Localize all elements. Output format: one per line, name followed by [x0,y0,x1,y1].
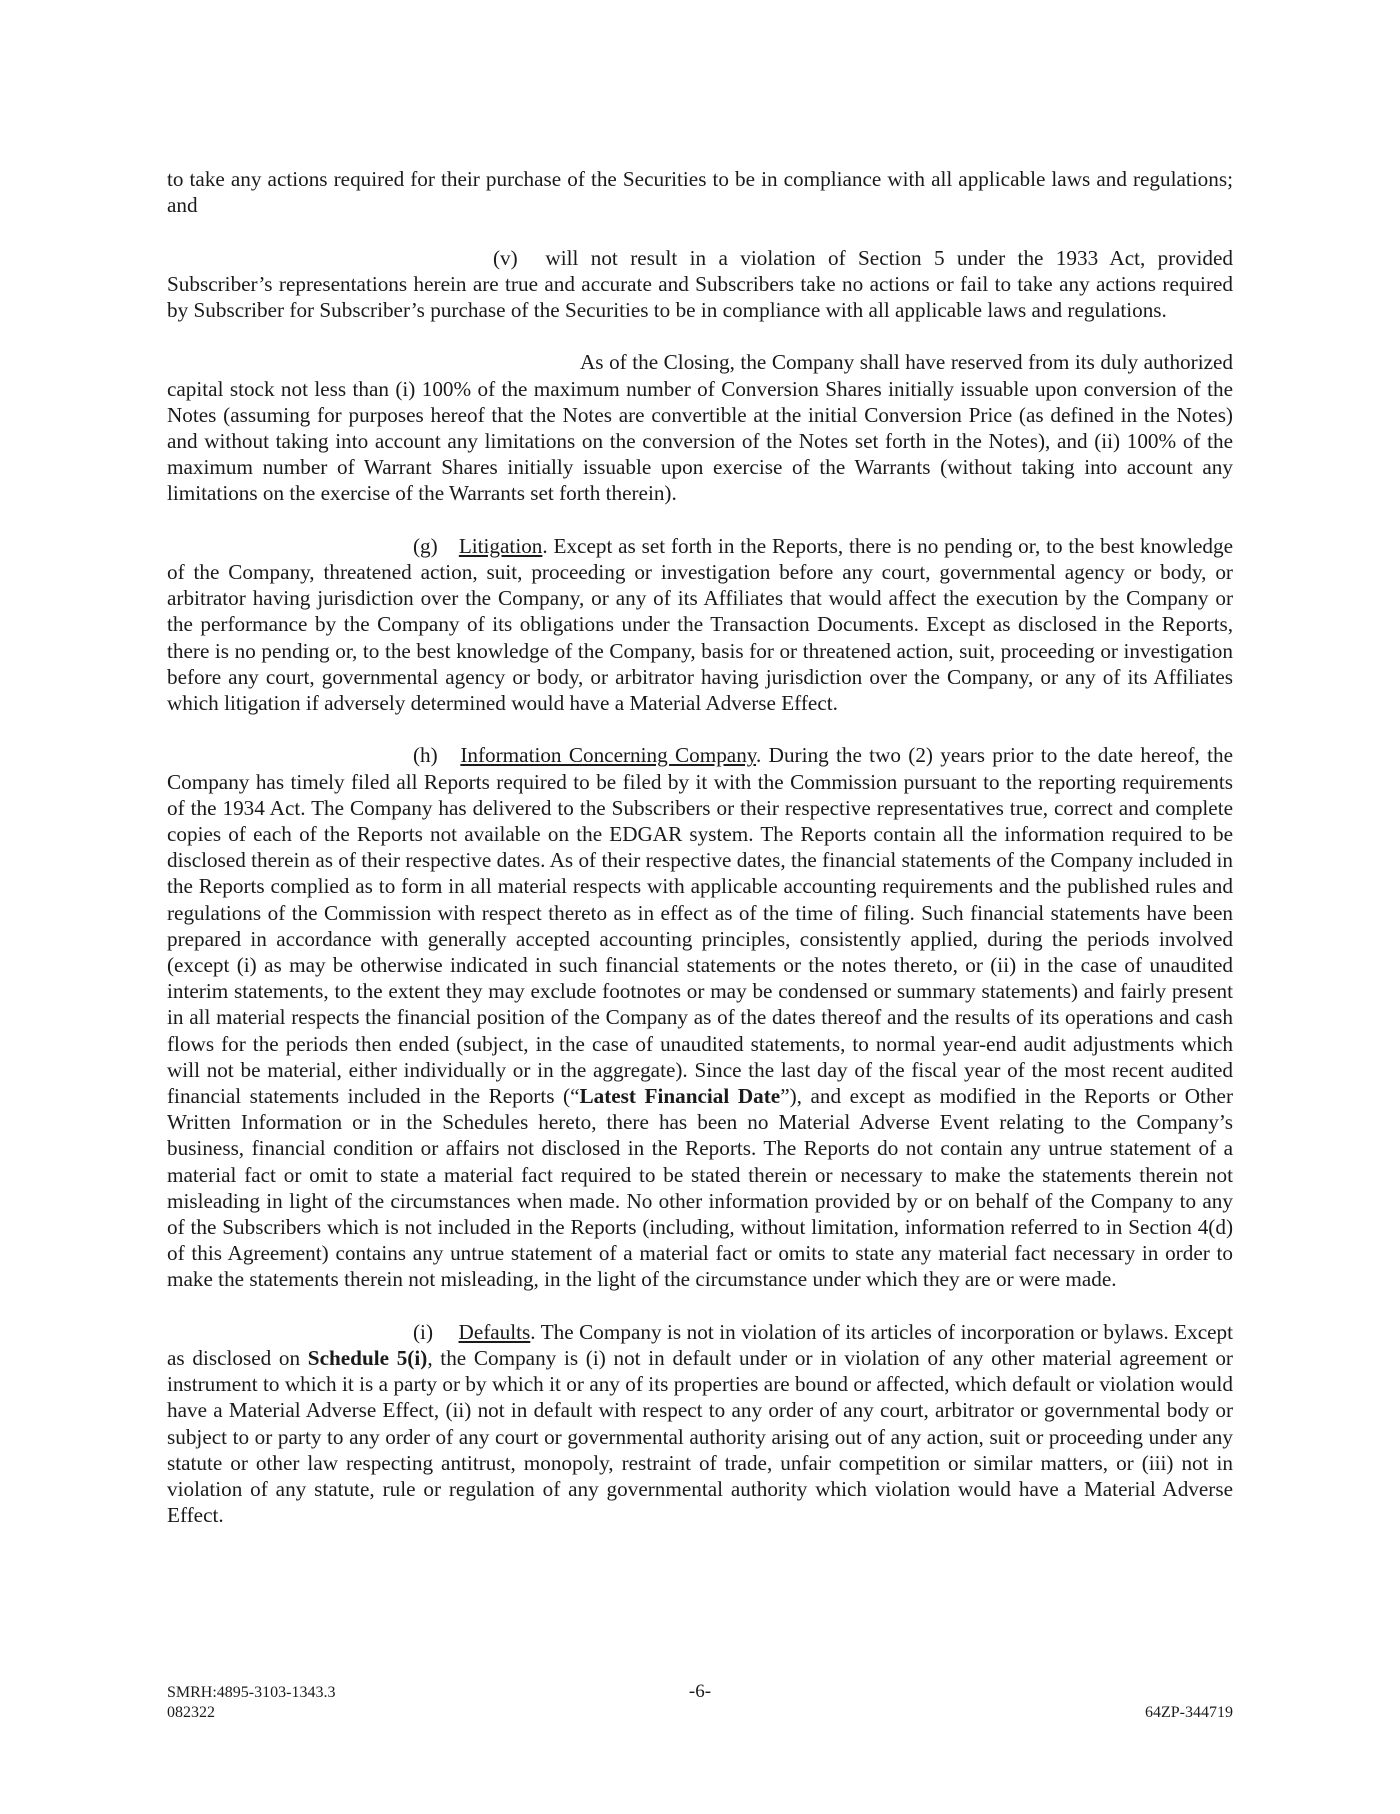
page-number: -6- [688,1681,712,1702]
paragraph-v [167,245,1233,324]
paragraph-text: . The Company is not in violation of its articles of incorporation or bylaws. Except as disclosed on [167,1319,1234,1371]
paragraph-text: . During the two (2) years prior to the date hereof, the Company has timely filed all Reports required to be filed by it with the Commission pursuant to the reporting requirements of the 1934 Act. The Company has delivered to the Subscribers or their respective representatives true, correct and complete copies of each of the Reports not available on the EDGAR system. The Reports contain all the information required to be disclosed therein as of their respective dates. As of their respective dates, the financial statements of the Company included in the Reports complied as to form in all material respects with applicable accounting requirements and the published rules and regulations of the Commission with respect thereto as in effect as of the time of filing. Such financial statements have been prepared in accordance with generally accepted accounting principles, consistently applied, during the periods involved (except (i) as may be otherwise indicated in such financial statements or the notes thereto, or (ii) in the case of unaudited interim statements, to the extent they may exclude footnotes or may be condensed or summary statements) and fairly present in all material respects the financial position of the Company as of the dates thereof and the results of its operations and cash flows for the periods then ended (subject, in the case of unaudited statements, to normal year-end audit adjustments which will not be material, either individually or in the aggregate). Since the last day of the fiscal year of the most recent audited financial statements included in the Reports (“ [167,743,1234,1109]
paragraph-text: , the Company is (i) not in default under or in violation of any other material agreement or instrument to which it is a party or by which it or any of its properties are bound or affected, which default or violation would have a Material Adverse Effect, (ii) not in default with respect to any order of any court, arbitrator or governmental body or subject to or party to any order of any court or governmental authority arising out of any action, suit or proceeding under any statute or other law respecting antitrust, monopoly, restraint of trade, unfair competition or similar matters, or (iii) not in violation of any statute, rule or regulation of any governmental authority which violation would have a Material Adverse Effect. [167,1346,1233,1528]
paragraph-text: will not result in a violation of Section 5 under the 1933 Act, provided Subscriber’s representations herein are true and accurate and Subscribers take no actions or fail to take any actions required by Subscriber for Subscriber’s purchase of the Securities to be in compliance with all applicable laws and regulations. [167,245,1233,322]
clause-label: (g) [413,533,438,558]
section-heading: Defaults [458,1319,531,1344]
section-heading: Litigation [458,533,543,558]
defined-term: Latest Financial Date [579,1084,781,1109]
paragraph-continuation [167,166,1233,218]
page-footer [167,1683,1233,1733]
clause-label: (i) [413,1319,433,1344]
clause-label: (h) [413,743,438,768]
paragraph-text: . Except as set forth in the Reports, there is no pending or, to the best knowledge of the Company, threatened action, suit, proceeding or investigation before any court, governmental agency or body, or arbitrator having jurisdiction over the Company, or any of its Affiliates that would affect the execution by the Company or the performance by the Company of its obligations under the Transaction Documents. Except as disclosed in the Reports, there is no pending or, to the best knowledge of the Company, basis for or threatened action, suit, proceeding or investigation before any court, governmental agency or body, or arbitrator having jurisdiction over the Company, or any of its Affiliates which litigation if adversely determined would have a Material Adverse Effect. [167,533,1234,716]
paragraph-text: to take any actions required for their purchase of the Securities to be in compliance with all applicable laws and regulations; and [167,167,1233,218]
paragraph-g-litigation [167,533,1233,716]
footer-right-code: 64ZP-344719 [1145,1704,1233,1721]
footer-doc-id-line2: 082322 [167,1704,215,1721]
paragraph-reserved-shares [167,349,1233,506]
footer-doc-id-line1: SMRH:4895-3103-1343.3 [167,1684,336,1701]
clause-label: (v) [493,245,518,270]
section-heading: Information Concerning Company [460,743,757,768]
paragraph-text: ”), and except as modified in the Reports or Other Written Information or in the Schedules hereto, there has been no Material Adverse Event relating to the Company’s business, financial condition or affairs not disclosed in the Reports. The Reports do not contain any untrue statement of a material fact or omit to state a material fact required to be stated therein or necessary to make the statements therein not misleading in light of the circumstances when made. No other information provided by or on behalf of the Company to any of the Subscribers which is not included in the Reports (including, without limitation, information referred to in Section 4(d) of this Agreement) contains any untrue statement of a material fact or omits to state any material fact necessary in order to make the statements therein not misleading, in the light of the circumstance under which they are or were made. [167,1084,1233,1292]
paragraph-h-information [167,742,1233,1292]
schedule-reference: Schedule 5(i) [307,1346,428,1371]
document-body [167,166,1233,1528]
paragraph-text: As of the Closing, the Company shall have reserved from its duly authorized capital stock not less than (i) 100% of the maximum number of Conversion Shares initially issuable upon conversion of the Notes (assuming for purposes hereof that the Notes are convertible at the initial Conversion Price (as defined in the Notes) and without taking into account any limitations on the conversion of the Notes set forth in the Notes), and (ii) 100% of the maximum number of Warrant Shares initially issuable upon exercise of the Warrants (without taking into account any limitations on the exercise of the Warrants set forth therein). [167,350,1233,506]
paragraph-i-defaults [167,1319,1233,1529]
